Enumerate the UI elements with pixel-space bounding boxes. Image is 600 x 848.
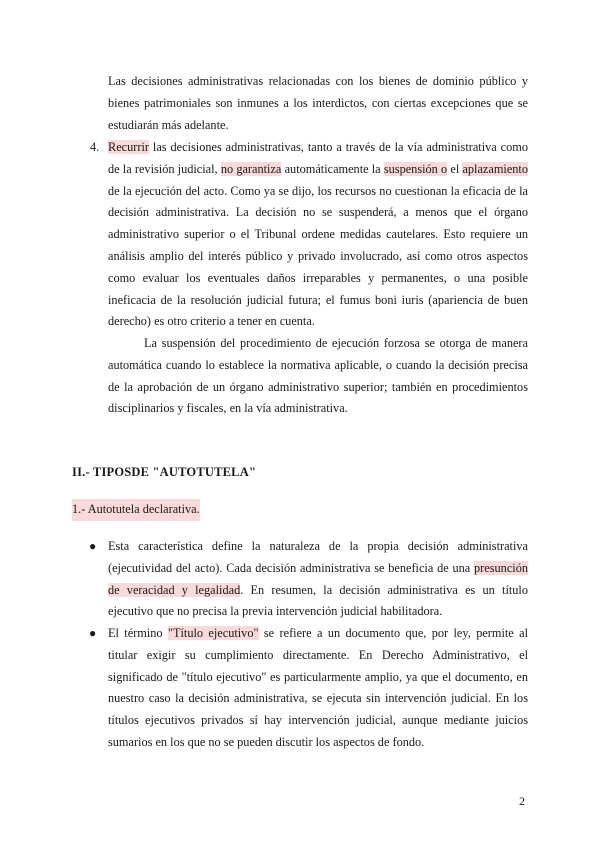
page-number: 2 <box>519 794 525 808</box>
highlight-suspension: suspensión o <box>383 161 448 176</box>
highlight-presuncion: presunción de veracidad y legalidad <box>108 560 528 597</box>
list-number-4: 4. <box>90 140 100 154</box>
highlight-no-garantiza: no garantiza <box>220 161 282 176</box>
bullet-item-2: El término "Título ejecutivo" se refiere a un documento que, por ley, permite al titular exigir su cumplimiento directamente. En Derecho Administrativo, el significado de "título ejecutivo" es particularmente amplio, ya que el documento, en nuestro caso la decisión administrativa, se ejecuta sin intervención judicial. En los títulos ejecutivos privados sí hay intervención judicial, aunque mediante juicios sumarios en los que no se pueden discutir los aspectos de fondo. <box>108 626 529 749</box>
paragraph-intro: Las decisiones administrativas relacionadas con los bienes de dominio público y bienes patrimoniales son inmunes a los interdictos, con ciertas excepciones que se estudiarán más adelante. <box>108 74 528 132</box>
paragraph-suspension: La suspensión del procedimiento de ejecución forzosa se otorga de manera automática cuando lo establece la normativa aplicable, o cuando la decisión precisa de la aprobación de un órgano administrativo superior; también en procedimientos disciplinarios y fiscales, en la vía administrativa. <box>108 336 528 416</box>
bullet-icon: ● <box>89 539 97 553</box>
bullet-icon: ● <box>89 626 97 640</box>
section-heading: II.- TIPOSDE "AUTOTUTELA" <box>72 465 257 479</box>
highlight-aplazamiento: aplazamiento <box>462 161 528 176</box>
bullet-item-1: Esta característica define la naturaleza de la propia decisión administrativa (ejecutividad del acto). Cada decisión administrativa se beneficia de una presunción de veracidad y legalidad. En resumen, la decisión administrativa es un título ejecutivo que no precisa la previa intervención judicial habilitadora. <box>108 539 528 619</box>
highlight-titulo-ejecutivo: "Título ejecutivo" <box>167 626 259 640</box>
subsection-heading: 1.- Autotutela declarativa. <box>72 499 200 521</box>
list-item-4: Recurrir las decisiones administrativas, tanto a través de la vía administrativa como de la revisión judicial, no garantiza automáticamente la suspensión o el aplazamiento de la ejecución del acto. Como ya se dijo, los recursos no cuestionan la eficacia de la decisión administrativa. La decisión no se suspenderá, a menos que el órgano administrativo superior o el Tribunal ordene medidas cautelares. Esto requiere un análisis amplio del interés público y privado involucrado, así como otros aspectos como evaluar los eventuales daños irreparables y permanentes, o una posible ineficacia de la resolución judicial futura; el fumus boni iuris (apariencia de buen derecho) es otro criterio a tener en cuenta. <box>108 140 528 329</box>
highlight-recurrir: Recurrir <box>108 140 149 154</box>
